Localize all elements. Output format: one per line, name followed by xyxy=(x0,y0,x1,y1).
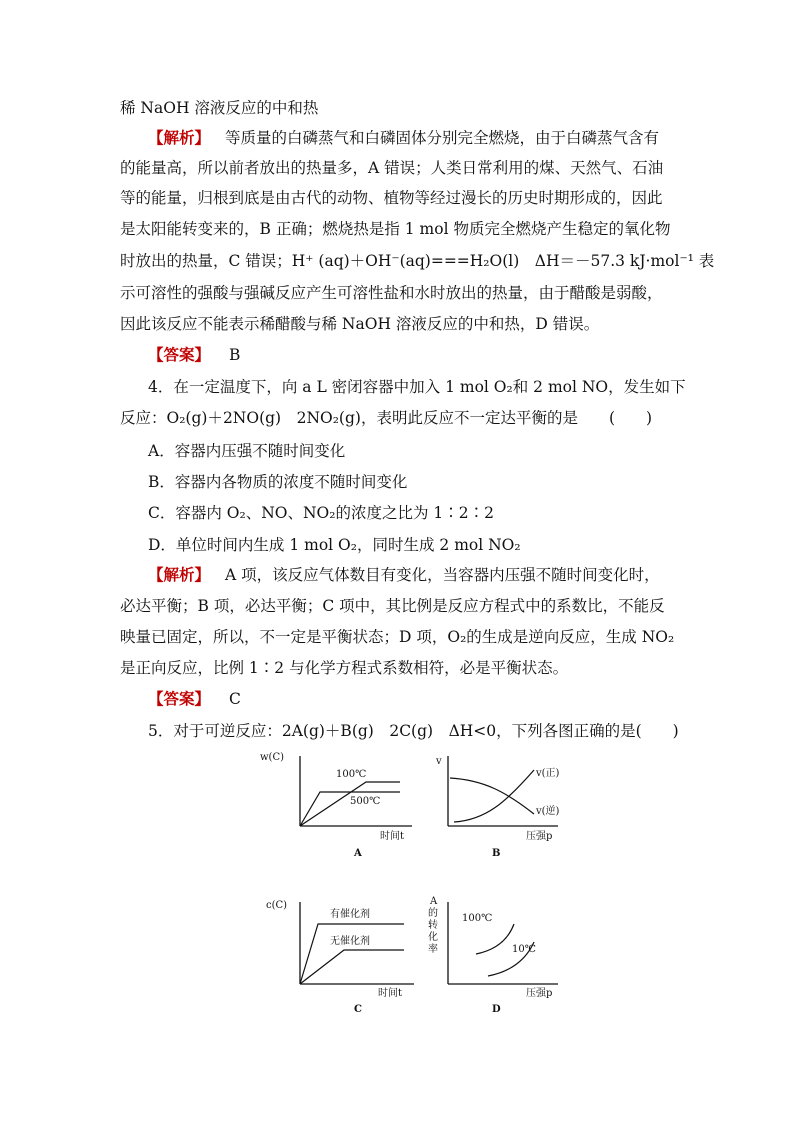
svg-text:转: 转 xyxy=(428,920,438,931)
curve-v-reverse xyxy=(454,770,534,822)
analysis-line: 映量已固定，所以，不一定是平衡状态；D 项，O₂的生成是逆向反应，生成 NO₂ xyxy=(120,628,675,646)
analysis-line: 因此该反应不能表示稀醋酸与稀 NaOH 溶液反应的中和热，D 错误。 xyxy=(120,315,600,333)
intro-line: 稀 NaOH 溶液反应的中和热 xyxy=(120,99,319,117)
analysis-text: A 项，该反应气体数目有变化，当容器内压强不随时间变化时， xyxy=(224,566,660,584)
y-axis-label: c(C) xyxy=(266,900,288,911)
analysis-text: 等质量的白磷蒸气和白磷固体分别完全燃烧，由于白磷蒸气含有 xyxy=(224,129,659,147)
answer-value: B xyxy=(228,346,241,364)
analysis-line: 等的能量，归根到底是由古代的动物、植物等经过漫长的历史时期形成的，因此 xyxy=(120,189,663,207)
curve-100c xyxy=(476,924,514,954)
analysis-label: 【解析】 xyxy=(148,128,211,147)
graph-caption: A xyxy=(354,848,362,859)
question-line: 反应：O₂(g)＋2NO(g) 2NO₂(g)，表明此反应不一定达平衡的是 ( ) xyxy=(120,409,653,427)
analysis-line: 时放出的热量，C 错误；H⁺ (aq)＋OH⁻(aq)===H₂O(l) ΔH＝－57.3 kJ·mol⁻¹ 表 xyxy=(120,252,715,270)
analysis-line: 是正向反应，比例 1∶2 与化学方程式系数相符，必是平衡状态。 xyxy=(120,659,569,677)
curve-label-reverse: v(逆) xyxy=(536,806,560,817)
analysis-line: 示可溶性的强酸与强碱反应产生可溶性盐和水时放出的热量，由于醋酸是弱酸， xyxy=(120,284,663,302)
y-axis-label xyxy=(428,896,438,955)
x-axis-label: 压强p xyxy=(526,988,553,999)
graph-caption: C xyxy=(354,1004,362,1015)
x-axis-label: 时间t xyxy=(378,988,403,999)
curve-label-forward: v(正) xyxy=(536,768,560,779)
x-axis-label: 时间t xyxy=(380,831,405,842)
graph-c xyxy=(268,894,428,1018)
answer-line xyxy=(148,688,241,710)
curve-label-500c: 500℃ xyxy=(350,796,381,807)
curve-label-100c: 100℃ xyxy=(462,913,493,924)
answer-label: 【答案】 xyxy=(148,689,211,708)
answer-label: 【答案】 xyxy=(148,345,211,364)
graph-b xyxy=(426,750,586,864)
svg-text:的: 的 xyxy=(428,908,438,919)
option-b[interactable]: B．容器内各物质的浓度不随时间变化 xyxy=(148,473,408,491)
x-axis-label: 压强p xyxy=(526,831,553,842)
analysis-line xyxy=(148,127,659,149)
y-axis-label: w(C) xyxy=(260,752,285,763)
question-line: 5．对于可逆反应：2A(g)＋B(g) 2C(g) ΔH<0，下列各图正确的是( ) xyxy=(148,722,679,740)
graph-a xyxy=(260,750,428,864)
option-d[interactable]: D．单位时间内生成 1 mol O₂，同时生成 2 mol NO₂ xyxy=(148,536,521,554)
analysis-label: 【解析】 xyxy=(148,565,211,584)
graph-d-svg xyxy=(426,894,586,1014)
curve-no-catalyst xyxy=(300,950,404,984)
svg-text:化: 化 xyxy=(428,932,438,943)
analysis-line: 必达平衡；B 项，必达平衡；C 项中，其比例是反应方程式中的系数比，不能反 xyxy=(120,597,665,615)
curve-label-catalyst: 有催化剂 xyxy=(330,909,370,920)
graph-a-svg xyxy=(260,750,428,860)
option-c[interactable]: C．容器内 O₂、NO、NO₂的浓度之比为 1∶2∶2 xyxy=(148,504,494,522)
curve-catalyst xyxy=(300,924,404,984)
curve-label-no-catalyst: 无催化剂 xyxy=(330,936,370,947)
analysis-line: 的能量高，所以前者放出的热量多，A 错误；人类日常利用的煤、天然气、石油 xyxy=(120,159,664,177)
graph-b-svg xyxy=(426,750,586,860)
svg-text:A: A xyxy=(430,896,438,907)
analysis-line xyxy=(148,564,660,586)
question-line: 4．在一定温度下，向 a L 密闭容器中加入 1 mol O₂和 2 mol NO，发生如下 xyxy=(148,378,686,396)
y-axis-label: v xyxy=(436,756,442,767)
analysis-line: 是太阳能转变来的，B 正确；燃烧热是指 1 mol 物质完全燃烧产生稳定的氧化物 xyxy=(120,220,671,238)
curve-label-100c: 100℃ xyxy=(336,769,367,780)
answer-value: C xyxy=(228,690,241,708)
answer-line xyxy=(148,344,240,366)
svg-text:率: 率 xyxy=(428,944,438,955)
curve-label-10c: 10℃ xyxy=(512,944,536,955)
graph-c-svg xyxy=(268,894,428,1014)
option-a[interactable]: A．容器内压强不随时间变化 xyxy=(148,442,346,460)
graph-d xyxy=(426,894,586,1018)
graph-caption: B xyxy=(492,848,501,859)
graph-caption: D xyxy=(492,1004,501,1015)
